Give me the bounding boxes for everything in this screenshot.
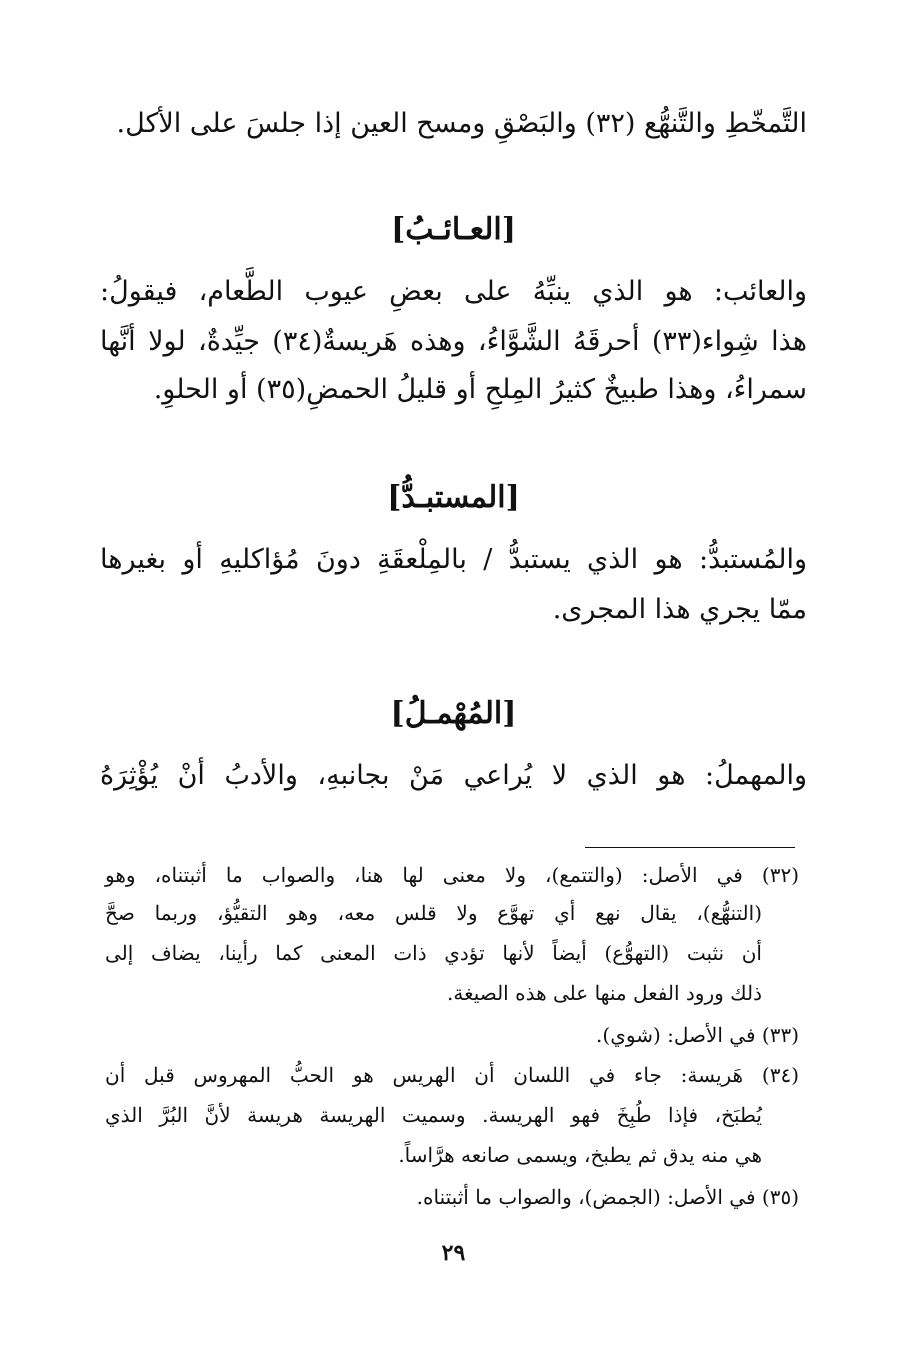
footnote-34-line: هي منه يدق ثم يطبخ، ويسمى صانعه هرَّاساً. [398, 1143, 762, 1167]
heading-al-muhmal: [المُهْمـلُ] [390, 696, 517, 731]
intro-line: التَّمخّطِ والتَّنهُّع (٣٢) والبَصْقِ ومسح العين إذا جلسَ على الأكل. [116, 108, 807, 139]
heading-al-aib: [العـائـبُ] [391, 212, 516, 247]
paragraph-line: والعائب: هو الذي ينبِّهُ على بعضِ عيوب الطَّعام، فيقولُ: [100, 276, 807, 307]
paragraph-line: والمهملُ: هو الذي لا يُراعي مَنْ بجانبهِ، والأدبُ أنْ يُؤْثِرَهُ [100, 760, 807, 791]
paragraph-line: والمُستبدُّ: هو الذي يستبدُّ / بالمِلْعقَةِ دونَ مُؤاكليهِ أو بغيرها [100, 544, 807, 575]
paragraph-line: سمراءُ، وهذا طبيخٌ كثيرُ المِلحِ أو قليلُ الحمضِ(٣٥) أو الحلوِ. [153, 374, 807, 405]
heading-al-mustabidd: [المستبـدُّ] [387, 480, 520, 515]
paragraph-line: ممّا يجري هذا المجرى. [552, 594, 807, 625]
page-number: ٢٩ [441, 1240, 466, 1266]
footnote-35-line: (٣٥) في الأصل: (الجمض)، والصواب ما أثبتناه. [416, 1185, 799, 1209]
footnote-33-line: (٣٣) في الأصل: (شوي). [596, 1023, 799, 1047]
footnote-separator [585, 847, 795, 848]
footnote-32-line: ذلك ورود الفعل منها على هذه الصيغة. [446, 981, 762, 1005]
footnote-32-line: (التنهُّع)، يقال نهع أي تهوَّع ولا قلس معه، وهو التقيُّؤ، وربما صحَّ [105, 901, 762, 925]
footnote-32-line: أن نثبت (التهوُّع) أيضاً لأنها تؤدي ذات المعنى كما رأينا، يضاف إلى [105, 941, 762, 965]
paragraph-line: هذا شِواء(٣٣) أحرقَهُ الشَّوَّاءُ، وهذه هَريسةٌ(٣٤) جيِّدةٌ، لولا أنَّها [100, 326, 807, 357]
footnote-34-line: يُطبَخ، فإذا طُبِخَ فهو الهريسة. وسميت الهريسة هريسة لأنَّ البُرَّ الذي [105, 1103, 762, 1127]
footnote-34-line: (٣٤) هَريسة: جاء في اللسان أن الهريس هو الحبُّ المهروس قبل أن [105, 1063, 799, 1087]
footnote-32-line: (٣٢) في الأصل: (والتتمع)، ولا معنى لها هنا، والصواب ما أثبتناه، وهو [105, 863, 799, 887]
